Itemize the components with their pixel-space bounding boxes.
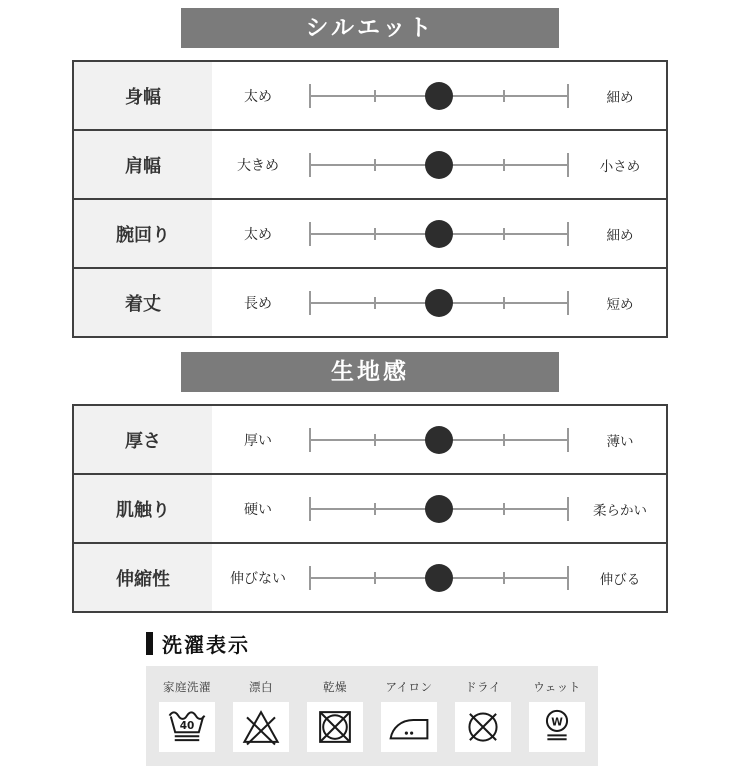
scale-left-label: 太め [244, 226, 272, 243]
care-item [380, 679, 438, 752]
spec-section [0, 352, 740, 613]
rating-scale [310, 288, 568, 318]
svg-text:40: 40 [179, 719, 195, 732]
rating-table [72, 60, 668, 338]
row-body [212, 544, 666, 611]
rating-scale [310, 425, 568, 455]
rating-scale [310, 563, 568, 593]
scale-tick [567, 84, 569, 108]
row-body [212, 200, 666, 267]
scale-tick [374, 297, 376, 309]
care-heading-text: 洗濯表示 [162, 633, 250, 657]
scale-tick [374, 434, 376, 446]
row-label: 伸縮性 [74, 544, 212, 611]
rating-row [74, 542, 666, 611]
rating-dot [425, 289, 453, 317]
scale-left-label: 伸びない [230, 570, 286, 587]
scale-tick [309, 222, 311, 246]
care-symbol-box [455, 702, 511, 752]
rating-table [72, 404, 668, 613]
scale-tick [503, 434, 505, 446]
rating-dot [425, 495, 453, 523]
scale-tick [567, 222, 569, 246]
scale-tick [503, 159, 505, 171]
care-item-label: 漂白 [249, 680, 273, 694]
scale-tick [567, 153, 569, 177]
do-not-tumble-dry-icon [314, 706, 356, 748]
scale-tick [374, 228, 376, 240]
scale-tick [309, 84, 311, 108]
care-symbols-panel [146, 666, 598, 766]
scale-tick [374, 503, 376, 515]
scale-left-label: 大きめ [237, 157, 279, 174]
row-label: 厚さ [74, 406, 212, 473]
care-symbol-box [529, 702, 585, 752]
care-item-label: 家庭洗濯 [163, 680, 211, 694]
scale-right-label: 細め [606, 227, 634, 244]
row-label: 肌触り [74, 475, 212, 542]
do-not-dryclean-icon [462, 706, 504, 748]
care-item-label: ドライ [465, 680, 501, 694]
wet-clean-gentle-icon [536, 706, 578, 748]
care-section-heading [146, 629, 740, 658]
do-not-bleach-icon [240, 706, 282, 748]
scale-right-label: 短め [606, 296, 634, 313]
care-item [306, 679, 364, 752]
rating-dot [425, 564, 453, 592]
section-banner: シルエット [181, 8, 559, 48]
scale-right-label: 細め [606, 89, 634, 106]
care-item [528, 679, 586, 752]
row-label: 身幅 [74, 62, 212, 129]
rating-scale [310, 81, 568, 111]
care-item-label: ウェット [533, 680, 581, 694]
row-body [212, 131, 666, 198]
care-symbol-box [381, 702, 437, 752]
scale-tick [503, 297, 505, 309]
care-symbol-box [307, 702, 363, 752]
care-item [454, 679, 512, 752]
scale-tick [374, 159, 376, 171]
scale-right-label: 柔らかい [593, 502, 647, 519]
heading-bar-icon [146, 632, 153, 655]
row-label: 腕回り [74, 200, 212, 267]
rating-row [74, 406, 666, 473]
scale-tick [503, 503, 505, 515]
scale-tick [503, 90, 505, 102]
scale-tick [567, 497, 569, 521]
scale-left-label: 硬い [244, 501, 272, 518]
scale-tick [503, 572, 505, 584]
scale-tick [309, 566, 311, 590]
rating-scale [310, 494, 568, 524]
rating-row [74, 129, 666, 198]
scale-tick [567, 566, 569, 590]
scale-left-label: 厚い [244, 432, 272, 449]
row-body [212, 269, 666, 336]
care-item-label: 乾燥 [323, 680, 347, 694]
care-item-label: アイロン [385, 680, 433, 694]
scale-tick [567, 291, 569, 315]
scale-right-label: 薄い [606, 433, 634, 450]
scale-left-label: 長め [244, 295, 272, 312]
care-symbol-box [233, 702, 289, 752]
rating-dot [425, 220, 453, 248]
rating-scale [310, 150, 568, 180]
spec-section [0, 8, 740, 338]
care-item [232, 679, 290, 752]
row-body [212, 62, 666, 129]
rating-scale [310, 219, 568, 249]
rating-dot [425, 82, 453, 110]
care-item [158, 679, 216, 752]
rating-dot [425, 151, 453, 179]
section-banner: 生地感 [181, 352, 559, 392]
scale-tick [567, 428, 569, 452]
wash-40-gentle-icon [166, 706, 208, 748]
sections [0, 8, 740, 613]
care-symbol-box [159, 702, 215, 752]
rating-row [74, 267, 666, 336]
row-body [212, 406, 666, 473]
rating-row [74, 473, 666, 542]
row-label: 肩幅 [74, 131, 212, 198]
scale-right-label: 伸びる [599, 571, 641, 588]
scale-tick [309, 428, 311, 452]
rating-row [74, 62, 666, 129]
svg-text:W: W [551, 716, 563, 729]
scale-tick [309, 153, 311, 177]
scale-tick [309, 497, 311, 521]
scale-tick [374, 90, 376, 102]
row-body [212, 475, 666, 542]
row-label: 着丈 [74, 269, 212, 336]
scale-right-label: 小さめ [599, 158, 641, 175]
rating-row [74, 198, 666, 267]
scale-tick [503, 228, 505, 240]
rating-dot [425, 426, 453, 454]
scale-tick [309, 291, 311, 315]
scale-left-label: 太め [244, 88, 272, 105]
scale-tick [374, 572, 376, 584]
iron-medium-heat-icon [388, 706, 430, 748]
